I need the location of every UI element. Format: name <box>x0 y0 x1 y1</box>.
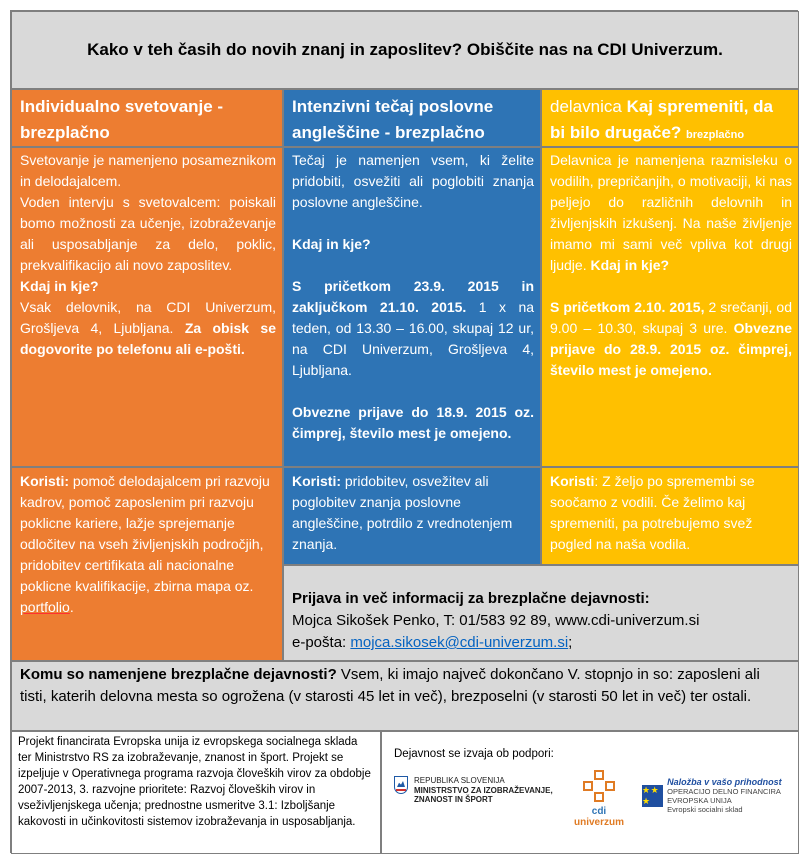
workshop-intro-paragraph <box>550 150 792 276</box>
audience-body: Vsem, ki imajo največ dokončano V. stopnjo in so: zaposleni ali tisti, katerih delovna mesta so ogrožena (v starosti 45 let in več), brezposelni (v starosti 50 let in več) ter ostali. <box>20 666 760 705</box>
counseling-appointment: Za obisk se dogovorite po telefonu ali e-pošti. <box>20 320 276 357</box>
audience-label: Komu so namenjene brezplačne dejavnosti? <box>20 666 337 683</box>
sponsor-logos <box>394 770 794 840</box>
workshop-benefits-body: : Z željo po spremembi se soočamo z vodili. Če želimo kaj spremeniti, pa potrebujemo svež pogled na naša vodila. <box>550 473 755 552</box>
english-course-schedule: 1 x na teden, od 13.30 – 16.00, skupaj 12 ur, na CDI Univerzum, Grošljeva 4, Ljubljana. <box>292 299 535 378</box>
workshop-body <box>541 147 799 467</box>
title-row <box>11 11 799 89</box>
ministry-logo-line3: ZNANOST IN ŠPORT <box>414 795 493 804</box>
audience-text <box>20 664 790 708</box>
counseling-benefits-text <box>20 471 276 618</box>
workshop-intro: Delavnica je namenjena razmisleku o vodilih, prepričanjih, o motivaciji, ki nas peljejo do različnih delovnih in življenjskih izkušenj. Na naše življenje imamo mi sami več vpliva kot drugi ljudje. <box>550 152 792 273</box>
ministry-logo-line1: REPUBLIKA SLOVENIJA <box>414 776 505 785</box>
counseling-benefits <box>11 467 283 661</box>
ministry-logo-line2: MINISTRSTVO ZA IZOBRAŽEVANJE, <box>414 785 553 795</box>
funding-note <box>11 731 381 854</box>
cdi-logo-word1: cdi <box>591 806 607 817</box>
counseling-description: Voden intervju s svetovalcem: poiskali bomo možnosti za učenje, izobraževanje ali usposabljanje za delo, poklic, prekvalifikacijo ali novo zaposlitev. <box>20 194 276 273</box>
english-course-body <box>283 147 541 467</box>
workshop-when <box>550 297 792 381</box>
workshop-benefits-text <box>550 471 792 555</box>
counseling-benefits-portfolio: portfolio <box>20 599 70 615</box>
column-header-english-course <box>283 89 541 147</box>
workshop-deadline: Obvezne prijave do 28.9. 2015 oz. čimprej, število mest je omejeno. <box>550 320 792 378</box>
funding-text: Projekt financirata Evropska unija iz evropskega socialnega sklada ter Ministrstvo RS za izobraževanje, znanost in šport. Projekt se izpeljuje v Operativnega programa razvoja človeških virov za obdobje 2007-2013, 3. razvojne prioritete: Razvoj človeških virov in vseživljenjskega učenja; prednostne usmeritve 3.1: Izboljšanje kakovosti in učinkovitosti sistemov izobraževanja in usposabljanja. <box>18 736 371 828</box>
english-course-title: Intenzivni tečaj poslovne angleščine - brezplačno <box>292 97 494 142</box>
workshop-title-main: Kaj spremeniti, da bi bilo drugače? <box>550 97 773 142</box>
eu-fund-logo <box>642 778 794 814</box>
workshop-benefits <box>541 467 799 565</box>
cdi-logo-word2: univerzum <box>573 817 624 828</box>
counseling-benefits-body: pomoč delodajalcem pri razvoju kadrov, pomoč zaposlenim pri razvoju poklicne kariere, lažje sprejemanje odločitev na vseh življenjskih področjih, pridobitev certifikata ali nacionalne poklicne kvalifikacije, zbirna mapa oz. <box>20 473 270 594</box>
workshop-schedule: 2 srečanji, od 9.00 – 10.30, skupaj 3 ure. <box>550 299 792 336</box>
english-course-when <box>292 276 534 381</box>
contact-box <box>283 565 799 661</box>
counseling-when-text: Vsak delovnik, na CDI Univerzum, Grošljeva 4, Ljubljana. <box>20 299 276 336</box>
workshop-when-label: Kdaj in kje? <box>590 257 670 273</box>
ministry-logo <box>394 776 553 805</box>
counseling-when <box>20 297 276 360</box>
eu-logo-sub2: Evropski socialni sklad <box>667 805 743 814</box>
english-course-benefits-body: pridobitev, osvežitev ali poglobitev znanja poslovne angleščine, potrdilo z vrednotenjem znanja. <box>292 473 513 552</box>
flyer-table <box>10 10 798 853</box>
contact-email-link[interactable]: mojca.sikosek@cdi-univerzum.si <box>350 634 569 651</box>
workshop-dates: S pričetkom 2.10. 2015, <box>550 299 705 315</box>
contact-email-label: e-pošta: <box>292 634 347 651</box>
counseling-benefits-label: Koristi: <box>20 473 69 489</box>
audience-box <box>11 661 799 731</box>
eu-logo-slogan: Naložba v vašo prihodnost <box>667 777 782 787</box>
counseling-benefits-end: . <box>69 599 74 615</box>
english-course-when-label: Kdaj in kje? <box>292 236 371 252</box>
column-header-counseling <box>11 89 283 147</box>
counseling-when-label: Kdaj in kje? <box>20 278 99 294</box>
english-course-intro: Tečaj je namenjen vsem, ki želite pridobiti, osvežiti ali poglobiti znanja poslovne angleščine. <box>292 152 534 210</box>
english-course-benefits-label: Koristi: <box>292 473 341 489</box>
contact-heading: Prijava in več informacij za brezplačne dejavnosti: <box>292 590 650 607</box>
cdi-univerzum-logo <box>568 770 630 828</box>
column-header-workshop <box>541 89 799 147</box>
cdi-mark-icon <box>583 770 615 802</box>
eu-logo-sub1: OPERACIJO DELNO FINANCIRA EVROPSKA UNIJA <box>667 787 781 805</box>
counseling-title: Individualno svetovanje - brezplačno <box>20 97 224 142</box>
eu-flag-icon: ★ ★ ★ <box>642 785 663 807</box>
english-course-deadline: Obvezne prijave do 18.9. 2015 oz. čimprej, število mest je omejeno. <box>292 404 534 441</box>
counseling-intro: Svetovanje je namenjeno posameznikom in delodajalcem. <box>20 152 276 189</box>
counseling-body <box>11 147 283 467</box>
workshop-title <box>542 90 798 147</box>
english-course-benefits <box>283 467 541 565</box>
support-box <box>381 731 799 854</box>
support-label: Dejavnost se izvaja ob podpori: <box>394 748 554 760</box>
page-title: Kako v teh časih do novih znanj in zaposlitev? Obiščite nas na CDI Univerzum. <box>87 40 723 59</box>
contact-email-end: ; <box>568 634 573 651</box>
english-course-benefits-text <box>292 471 534 555</box>
contact-phone-web: Mojca Sikošek Penko, T: 01/583 92 89, www.cdi-univerzum.si <box>292 612 700 629</box>
slovenia-crest-icon <box>394 776 408 794</box>
workshop-title-free: brezplačno <box>686 129 745 141</box>
english-course-dates: S pričetkom 23.9. 2015 in zaključkom 21.10. 2015. <box>292 278 534 315</box>
workshop-title-prefix: delavnica <box>550 97 622 116</box>
workshop-benefits-label: Koristi <box>550 473 595 489</box>
contact-email-line <box>292 632 790 654</box>
